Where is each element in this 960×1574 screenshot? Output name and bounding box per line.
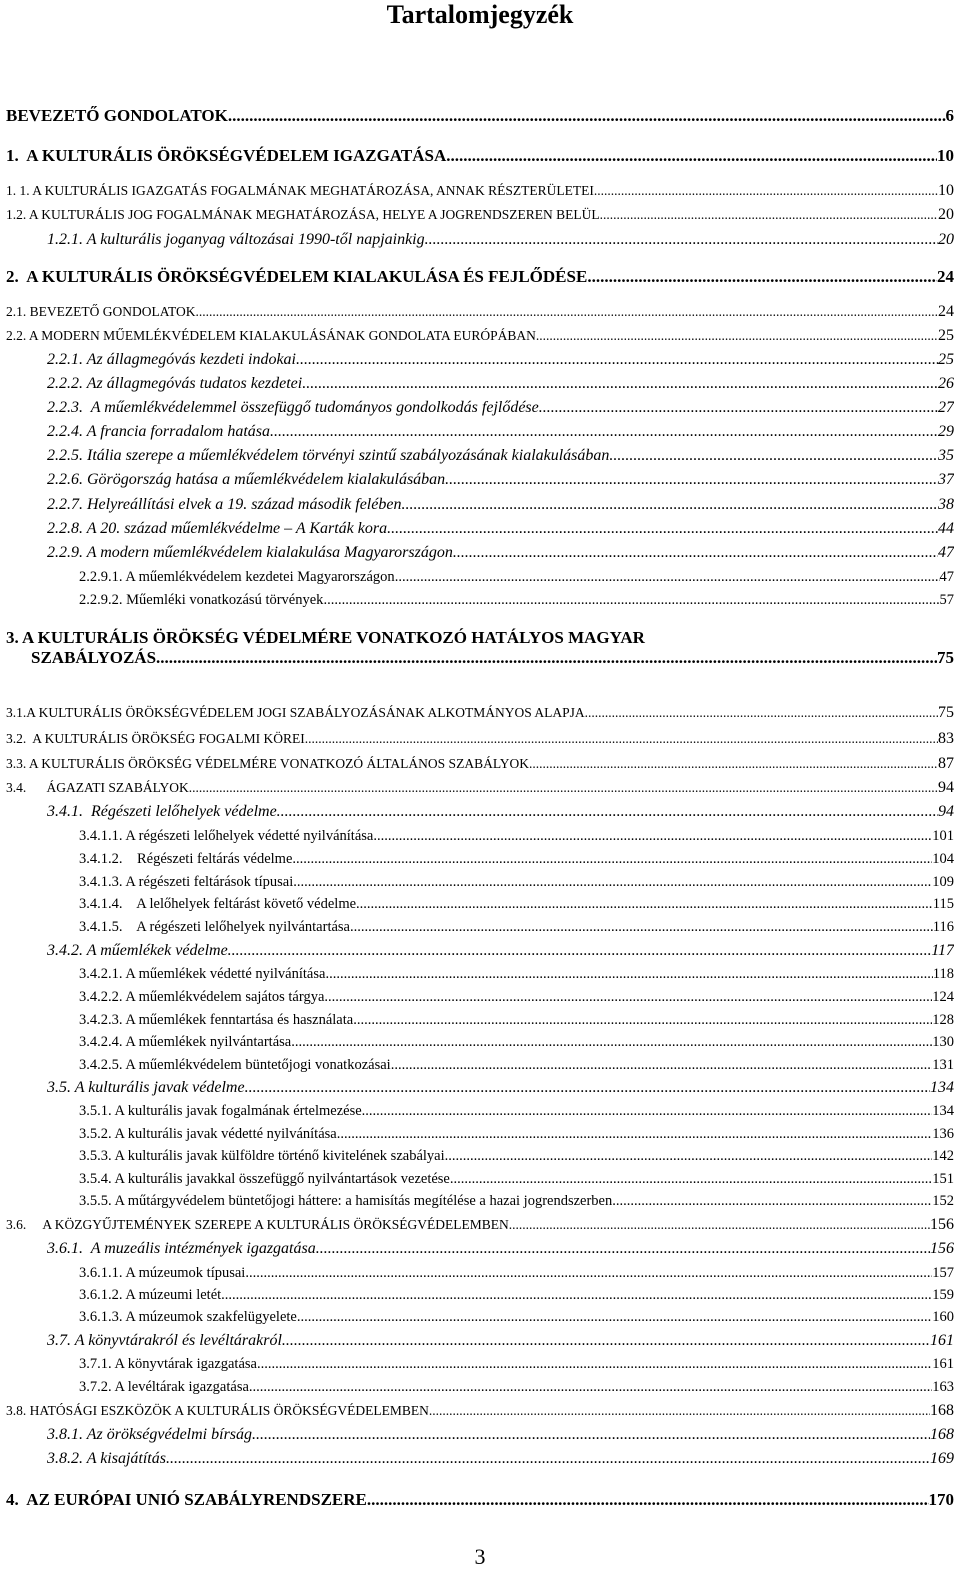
- toc-entry-text: 3.4.1.1. A régészeti lelőhelyek védetté nyilvánítása: [79, 828, 374, 844]
- toc-entry-text: 1.2. A KULTURÁLIS JOG FOGALMÁNAK MEGHATÁROZÁSA, HELYE A JOGRENDSZEREN BELÜL: [6, 207, 600, 222]
- toc-leader: [277, 803, 938, 821]
- toc-entry[interactable]: [47, 496, 954, 514]
- toc-page-number: 170: [928, 1490, 954, 1509]
- toc-entry[interactable]: [79, 1309, 954, 1326]
- toc-entry-text: 3.4.2. A műemlékek védelme: [47, 942, 228, 959]
- toc-entry-text: 3.4.1.4. A lelőhelyek feltárást követő védelme: [79, 896, 357, 912]
- toc-entry-text: 2.2.1. Az állagmegóvás kezdeti indokai: [47, 351, 296, 368]
- toc-page-number: 94: [938, 779, 954, 796]
- toc-page-number: 118: [932, 966, 954, 982]
- toc-entry-text: 2.2.9.2. Műemléki vonatkozású törvények: [79, 592, 324, 608]
- toc-entry-text: 3.4.2.1. A műemlékek védetté nyilvánítása: [79, 966, 326, 982]
- toc-entry[interactable]: [6, 1490, 954, 1510]
- toc-entry[interactable]: [47, 544, 954, 562]
- toc-page-number: 101: [932, 828, 954, 844]
- toc-leader: [373, 828, 932, 845]
- toc-entry-text: 2.2. A MODERN MŰEMLÉKVÉDELEM KIALAKULÁSÁNAK GONDOLATA EURÓPÁBAN: [6, 328, 536, 343]
- toc-page-number: 115: [932, 896, 954, 912]
- toc-page-number: 151: [932, 1171, 954, 1187]
- toc-entry[interactable]: [79, 966, 954, 983]
- toc-entry-text: 3.7. A könyvtárakról és levéltárakról: [47, 1332, 282, 1349]
- toc-entry-text: 3.5.5. A műtárgyvédelem büntetőjogi háttere: a hamisítás megítélése a hazai jogrendszerben: [79, 1193, 613, 1209]
- toc-leader: [270, 423, 938, 441]
- toc-leader: [585, 705, 938, 721]
- toc-page-number: 35: [938, 447, 954, 464]
- toc-leader: [539, 399, 938, 417]
- toc-leader: [536, 328, 938, 344]
- toc-entry[interactable]: [47, 1450, 954, 1468]
- toc-entry-text: 4. AZ EURÓPAI UNIÓ SZABÁLYRENDSZERE: [6, 1490, 367, 1509]
- toc-leader: [356, 896, 933, 913]
- toc-entry[interactable]: [79, 1126, 954, 1143]
- toc-leader: [245, 1265, 932, 1282]
- toc-leader: [257, 1356, 932, 1373]
- toc-entry-text: 3.6.1. A muzeális intézmények igazgatása: [47, 1240, 316, 1257]
- toc-leader: [325, 966, 932, 983]
- toc-entry[interactable]: [79, 1012, 954, 1029]
- toc-entry-text: 3.8.1. Az örökségvédelmi bírság: [47, 1426, 253, 1443]
- toc-leader: [166, 1450, 930, 1468]
- toc-page-number: 44: [938, 520, 954, 537]
- toc-entry-text: 2.2.6. Görögország hatása a műemlékvédelem kialakulásában: [47, 471, 446, 488]
- toc-entry[interactable]: [47, 803, 954, 821]
- toc-entry[interactable]: [79, 569, 954, 586]
- toc-page-number: 10: [938, 182, 954, 199]
- toc-entry-text: 3.4.2.3. A műemlékek fenntartása és használata: [79, 1012, 354, 1028]
- toc-leader: [195, 304, 938, 320]
- toc-entry-text: 3.4.2.2. A műemlékvédelem sajátos tárgya: [79, 989, 325, 1005]
- toc-entry[interactable]: [6, 779, 954, 797]
- toc-page-number: 83: [938, 730, 954, 747]
- toc-entry-multiline[interactable]: [6, 628, 954, 668]
- toc-page-number: 87: [938, 755, 954, 772]
- toc-entry-text: 3.5.3. A kulturális javak külföldre történő kivitelének szabályai: [79, 1148, 445, 1164]
- page-title: Tartalomjegyzék: [386, 0, 574, 29]
- toc-entry-text: BEVEZETŐ GONDOLATOK: [6, 106, 228, 125]
- toc-leader: [429, 1403, 930, 1419]
- toc-leader: [337, 1126, 933, 1143]
- toc-leader: [445, 471, 938, 489]
- toc-entry[interactable]: [79, 919, 954, 936]
- toc-entry[interactable]: [6, 106, 954, 126]
- toc-entry[interactable]: [79, 851, 954, 868]
- toc-page-number: 10: [937, 146, 954, 165]
- toc-entry[interactable]: [6, 1216, 954, 1234]
- toc-leader: [612, 1193, 932, 1210]
- toc-entry-text: 2.2.9. A modern műemlékvédelem kialakulása Magyarországon: [47, 544, 453, 561]
- toc-entry-text: 1.2.1. A kulturális joganyag változásai 1990-től napjainkig: [47, 231, 425, 248]
- toc-entry-text: 2.2.5. Itália szerepe a műemlékvédelem törvényi szintű szabályozásának kialakulásában: [47, 447, 610, 464]
- toc-leader: [609, 447, 938, 465]
- page-number: 3: [474, 1544, 486, 1569]
- toc-entry-text: 3. A KULTURÁLIS ÖRÖKSÉG VÉDELMÉRE VONATKOZÓ HATÁLYOS MAGYAR: [6, 628, 645, 647]
- toc-entry-text: 2.2.9.1. A műemlékvédelem kezdetei Magyarországon: [79, 569, 395, 585]
- toc-page-number: 169: [930, 1450, 954, 1467]
- toc-entry-line2: [6, 648, 954, 668]
- toc-entry-text: 3.6.1.1. A múzeumok típusai: [79, 1265, 246, 1281]
- toc-page-number: 104: [932, 851, 954, 867]
- toc-leader: [302, 375, 938, 393]
- toc-leader: [189, 780, 938, 796]
- toc-entry-text: 3.4.2.4. A műemlékek nyilvántartása: [79, 1034, 292, 1050]
- toc-page-number: 47: [938, 544, 954, 561]
- toc-page-number: 168: [930, 1402, 954, 1419]
- toc-leader: [600, 207, 938, 223]
- toc-page-number: 124: [932, 989, 954, 1005]
- toc-page-number: 47: [939, 569, 954, 585]
- toc-entry[interactable]: [47, 1079, 954, 1097]
- toc-page-number: 24: [938, 303, 954, 320]
- toc-entry-text: 3.4.2.5. A műemlékvédelem büntetőjogi vonatkozásai: [79, 1057, 391, 1073]
- toc-leader: [282, 1332, 930, 1350]
- toc-entry[interactable]: [6, 730, 954, 748]
- toc-entry[interactable]: [47, 1240, 954, 1258]
- toc-entry[interactable]: [79, 874, 954, 891]
- toc-entry-text: 2.2.4. A francia forradalom hatása: [47, 423, 270, 440]
- toc-leader: [509, 1217, 930, 1233]
- toc-entry-text: 1. A KULTURÁLIS ÖRÖKSÉGVÉDELEM IGAZGATÁSA: [6, 146, 447, 165]
- toc-page-number: 161: [932, 1356, 954, 1372]
- toc-entry-text-continued: SZABÁLYOZÁS: [31, 648, 157, 667]
- toc-entry[interactable]: [6, 704, 954, 722]
- toc-entry-text: 3.5.1. A kulturális javak fogalmának értelmezése: [79, 1103, 362, 1119]
- toc-page-number: 160: [932, 1309, 954, 1325]
- toc-leader: [395, 569, 940, 586]
- toc-leader: [228, 942, 932, 960]
- toc-entry-text: 3.1.A KULTURÁLIS ÖRÖKSÉGVÉDELEM JOGI SZABÁLYOZÁSÁNAK ALKOTMÁNYOS ALAPJA: [6, 705, 585, 720]
- toc-entry[interactable]: [47, 375, 954, 393]
- toc-entry[interactable]: [79, 989, 954, 1006]
- toc-entry[interactable]: [47, 520, 954, 538]
- toc-leader: [445, 1148, 933, 1165]
- toc-leader: [228, 106, 946, 126]
- toc-leader: [594, 183, 938, 199]
- toc-leader: [453, 544, 938, 562]
- toc-entry-text: 3.4.1.2. Régészeti feltárás védelme: [79, 851, 293, 867]
- toc-entry[interactable]: [47, 423, 954, 441]
- toc-leader: [156, 648, 937, 668]
- toc-leader: [293, 874, 932, 891]
- toc-leader: [305, 731, 938, 747]
- toc-leader: [391, 1057, 933, 1074]
- toc-entry[interactable]: [79, 1265, 954, 1282]
- toc-page-number: 38: [938, 496, 954, 513]
- toc-entry[interactable]: [47, 942, 954, 960]
- toc-leader: [249, 1379, 932, 1396]
- toc-entry-text: 3.8. HATÓSÁGI ESZKÖZÖK A KULTURÁLIS ÖRÖKSÉGVÉDELEMBEN: [6, 1403, 429, 1418]
- toc-page-number: 159: [932, 1287, 954, 1303]
- toc-page-number: 134: [930, 1079, 954, 1096]
- toc-page-number: 37: [938, 471, 954, 488]
- toc-entry[interactable]: [79, 1287, 954, 1304]
- toc-page-number: 130: [932, 1034, 954, 1050]
- toc-entry[interactable]: [79, 896, 954, 913]
- toc-entry[interactable]: [47, 1426, 954, 1444]
- toc-entry[interactable]: [79, 1103, 954, 1120]
- toc-page-number: 156: [930, 1240, 954, 1257]
- toc-page-number: 94: [938, 803, 954, 820]
- toc-page-number: 134: [932, 1103, 954, 1119]
- toc-entry-text: 3.4.1.5. A régészeti lelőhelyek nyilvántartása: [79, 919, 350, 935]
- toc-page-number: 75: [938, 704, 954, 721]
- toc-page-number: 75: [937, 648, 954, 667]
- toc-page-number: 24: [937, 267, 954, 286]
- toc-leader: [350, 919, 933, 936]
- toc-leader: [292, 851, 932, 868]
- toc-entry-text: 2.2.7. Helyreállítási elvek a 19. század második felében: [47, 496, 402, 513]
- toc-entry[interactable]: [47, 231, 954, 249]
- toc-entry[interactable]: [47, 447, 954, 465]
- toc-page-number: 157: [932, 1265, 954, 1281]
- toc-entry-text: 2.1. BEVEZETŐ GONDOLATOK: [6, 304, 196, 319]
- toc-entry-text: 3.5.2. A kulturális javak védetté nyilvánítása: [79, 1126, 337, 1142]
- toc-page-number: 117: [931, 942, 954, 959]
- toc-page-number: 163: [932, 1379, 954, 1395]
- toc-page-number: 156: [930, 1216, 954, 1233]
- toc-page-number: 25: [938, 351, 954, 368]
- toc-page-number: 57: [939, 592, 954, 608]
- toc-leader: [245, 1079, 930, 1097]
- toc-leader: [291, 1034, 932, 1051]
- toc-entry-text: 3.4.1. Régészeti lelőhelyek védelme: [47, 803, 277, 820]
- toc-page-number: 26: [938, 375, 954, 392]
- toc-entry-text: 3.2. A KULTURÁLIS ÖRÖKSÉG FOGALMI KÖREI: [6, 731, 305, 746]
- toc-leader: [367, 1490, 929, 1510]
- toc-entry[interactable]: [79, 1356, 954, 1373]
- toc-page-number: 136: [932, 1126, 954, 1142]
- toc-entry[interactable]: [6, 182, 954, 200]
- toc-page-number: 27: [938, 399, 954, 416]
- toc-entry[interactable]: [47, 351, 954, 369]
- toc-entry[interactable]: [79, 1171, 954, 1188]
- toc-entry[interactable]: [79, 1148, 954, 1165]
- toc-entry[interactable]: [6, 303, 954, 321]
- toc-entry-text: 3.4. ÁGAZATI SZABÁLYOK: [6, 780, 189, 795]
- toc-leader: [297, 1309, 932, 1326]
- toc-entry[interactable]: [79, 1193, 954, 1210]
- toc-entry-text: 3.6.1.3. A múzeumok szakfelügyelete: [79, 1309, 297, 1325]
- toc-entry[interactable]: [79, 1034, 954, 1051]
- toc-entry[interactable]: [79, 828, 954, 845]
- toc-page-number: 168: [930, 1426, 954, 1443]
- toc-entry[interactable]: [6, 267, 954, 287]
- toc-entry[interactable]: [79, 1057, 954, 1074]
- toc-page-number: 6: [945, 106, 954, 125]
- toc-entry-text: 2. A KULTURÁLIS ÖRÖKSÉGVÉDELEM KIALAKULÁSA ÉS FEJLŐDÉSE: [6, 267, 588, 286]
- toc-leader: [221, 1287, 932, 1304]
- toc-page-number: 116: [932, 919, 954, 935]
- toc-leader: [324, 989, 932, 1006]
- toc-page-number: 142: [932, 1148, 954, 1164]
- toc-entry-text: 2.2.3. A műemlékvédelemmel összefüggő tudományos gondolkodás fejlődése: [47, 399, 539, 416]
- toc-entry-text: 3.8.2. A kisajátítás: [47, 1450, 166, 1467]
- toc-entry[interactable]: [6, 1402, 954, 1420]
- toc-entry[interactable]: [6, 206, 954, 224]
- toc-page-number: 20: [938, 231, 954, 248]
- toc-page-number: 29: [938, 423, 954, 440]
- toc-entry-text: 3.3. A KULTURÁLIS ÖRÖKSÉG VÉDELMÉRE VONATKOZÓ ÁLTALÁNOS SZABÁLYOK: [6, 756, 529, 771]
- toc-leader: [446, 146, 937, 166]
- toc-page-number: 131: [932, 1057, 954, 1073]
- toc-entry-text: 3.4.1.3. A régészeti feltárások típusai: [79, 874, 294, 890]
- toc-entry[interactable]: [47, 471, 954, 489]
- toc-leader: [529, 756, 938, 772]
- toc-leader: [450, 1171, 932, 1188]
- toc-entry[interactable]: [79, 1379, 954, 1396]
- toc-page-number: 109: [932, 874, 954, 890]
- toc-leader: [401, 496, 938, 514]
- toc-page-number: 20: [938, 206, 954, 223]
- toc-page-number: 128: [932, 1012, 954, 1028]
- toc-page-number: 161: [930, 1332, 954, 1349]
- toc-entry[interactable]: [47, 1332, 954, 1350]
- toc-leader: [362, 1103, 933, 1120]
- toc-leader: [587, 267, 937, 287]
- toc-leader: [316, 1240, 930, 1258]
- toc-leader: [387, 520, 938, 538]
- toc-entry[interactable]: [6, 327, 954, 345]
- toc-entry-text: 2.2.8. A 20. század műemlékvédelme – A Karták kora: [47, 520, 388, 537]
- toc-entry[interactable]: [6, 755, 954, 773]
- toc-page-number: 152: [932, 1193, 954, 1209]
- toc-leader: [425, 231, 938, 249]
- toc-entry-text: 2.2.2. Az állagmegóvás tudatos kezdetei: [47, 375, 303, 392]
- toc-entry-text: 3.7.1. A könyvtárak igazgatása: [79, 1356, 257, 1372]
- toc-entry-text: 3.6.1.2. A múzeumi letét: [79, 1287, 222, 1303]
- toc-leader: [353, 1012, 932, 1029]
- toc-entry-text: 1. 1. A KULTURÁLIS IGAZGATÁS FOGALMÁNAK MEGHATÁROZÁSA, ANNAK RÉSZTERÜLETEI: [6, 183, 594, 198]
- toc-entry-text: 3.5.4. A kulturális javakkal összefüggő nyilvántartások vezetése: [79, 1171, 450, 1187]
- toc-entry[interactable]: [6, 146, 954, 166]
- toc-leader: [252, 1426, 930, 1444]
- toc-entry-text: 3.7.2. A levéltárak igazgatása: [79, 1379, 249, 1395]
- toc-page-number: 25: [938, 327, 954, 344]
- toc-leader: [323, 592, 939, 609]
- toc-leader: [296, 351, 938, 369]
- toc-entry[interactable]: [47, 399, 954, 417]
- toc-entry[interactable]: [79, 592, 954, 609]
- toc-entry-text: 3.6. A KÖZGYŰJTEMÉNYEK SZEREPE A KULTURÁLIS ÖRÖKSÉGVÉDELEMBEN: [6, 1217, 509, 1232]
- toc-entry-text: 3.5. A kulturális javak védelme: [47, 1079, 245, 1096]
